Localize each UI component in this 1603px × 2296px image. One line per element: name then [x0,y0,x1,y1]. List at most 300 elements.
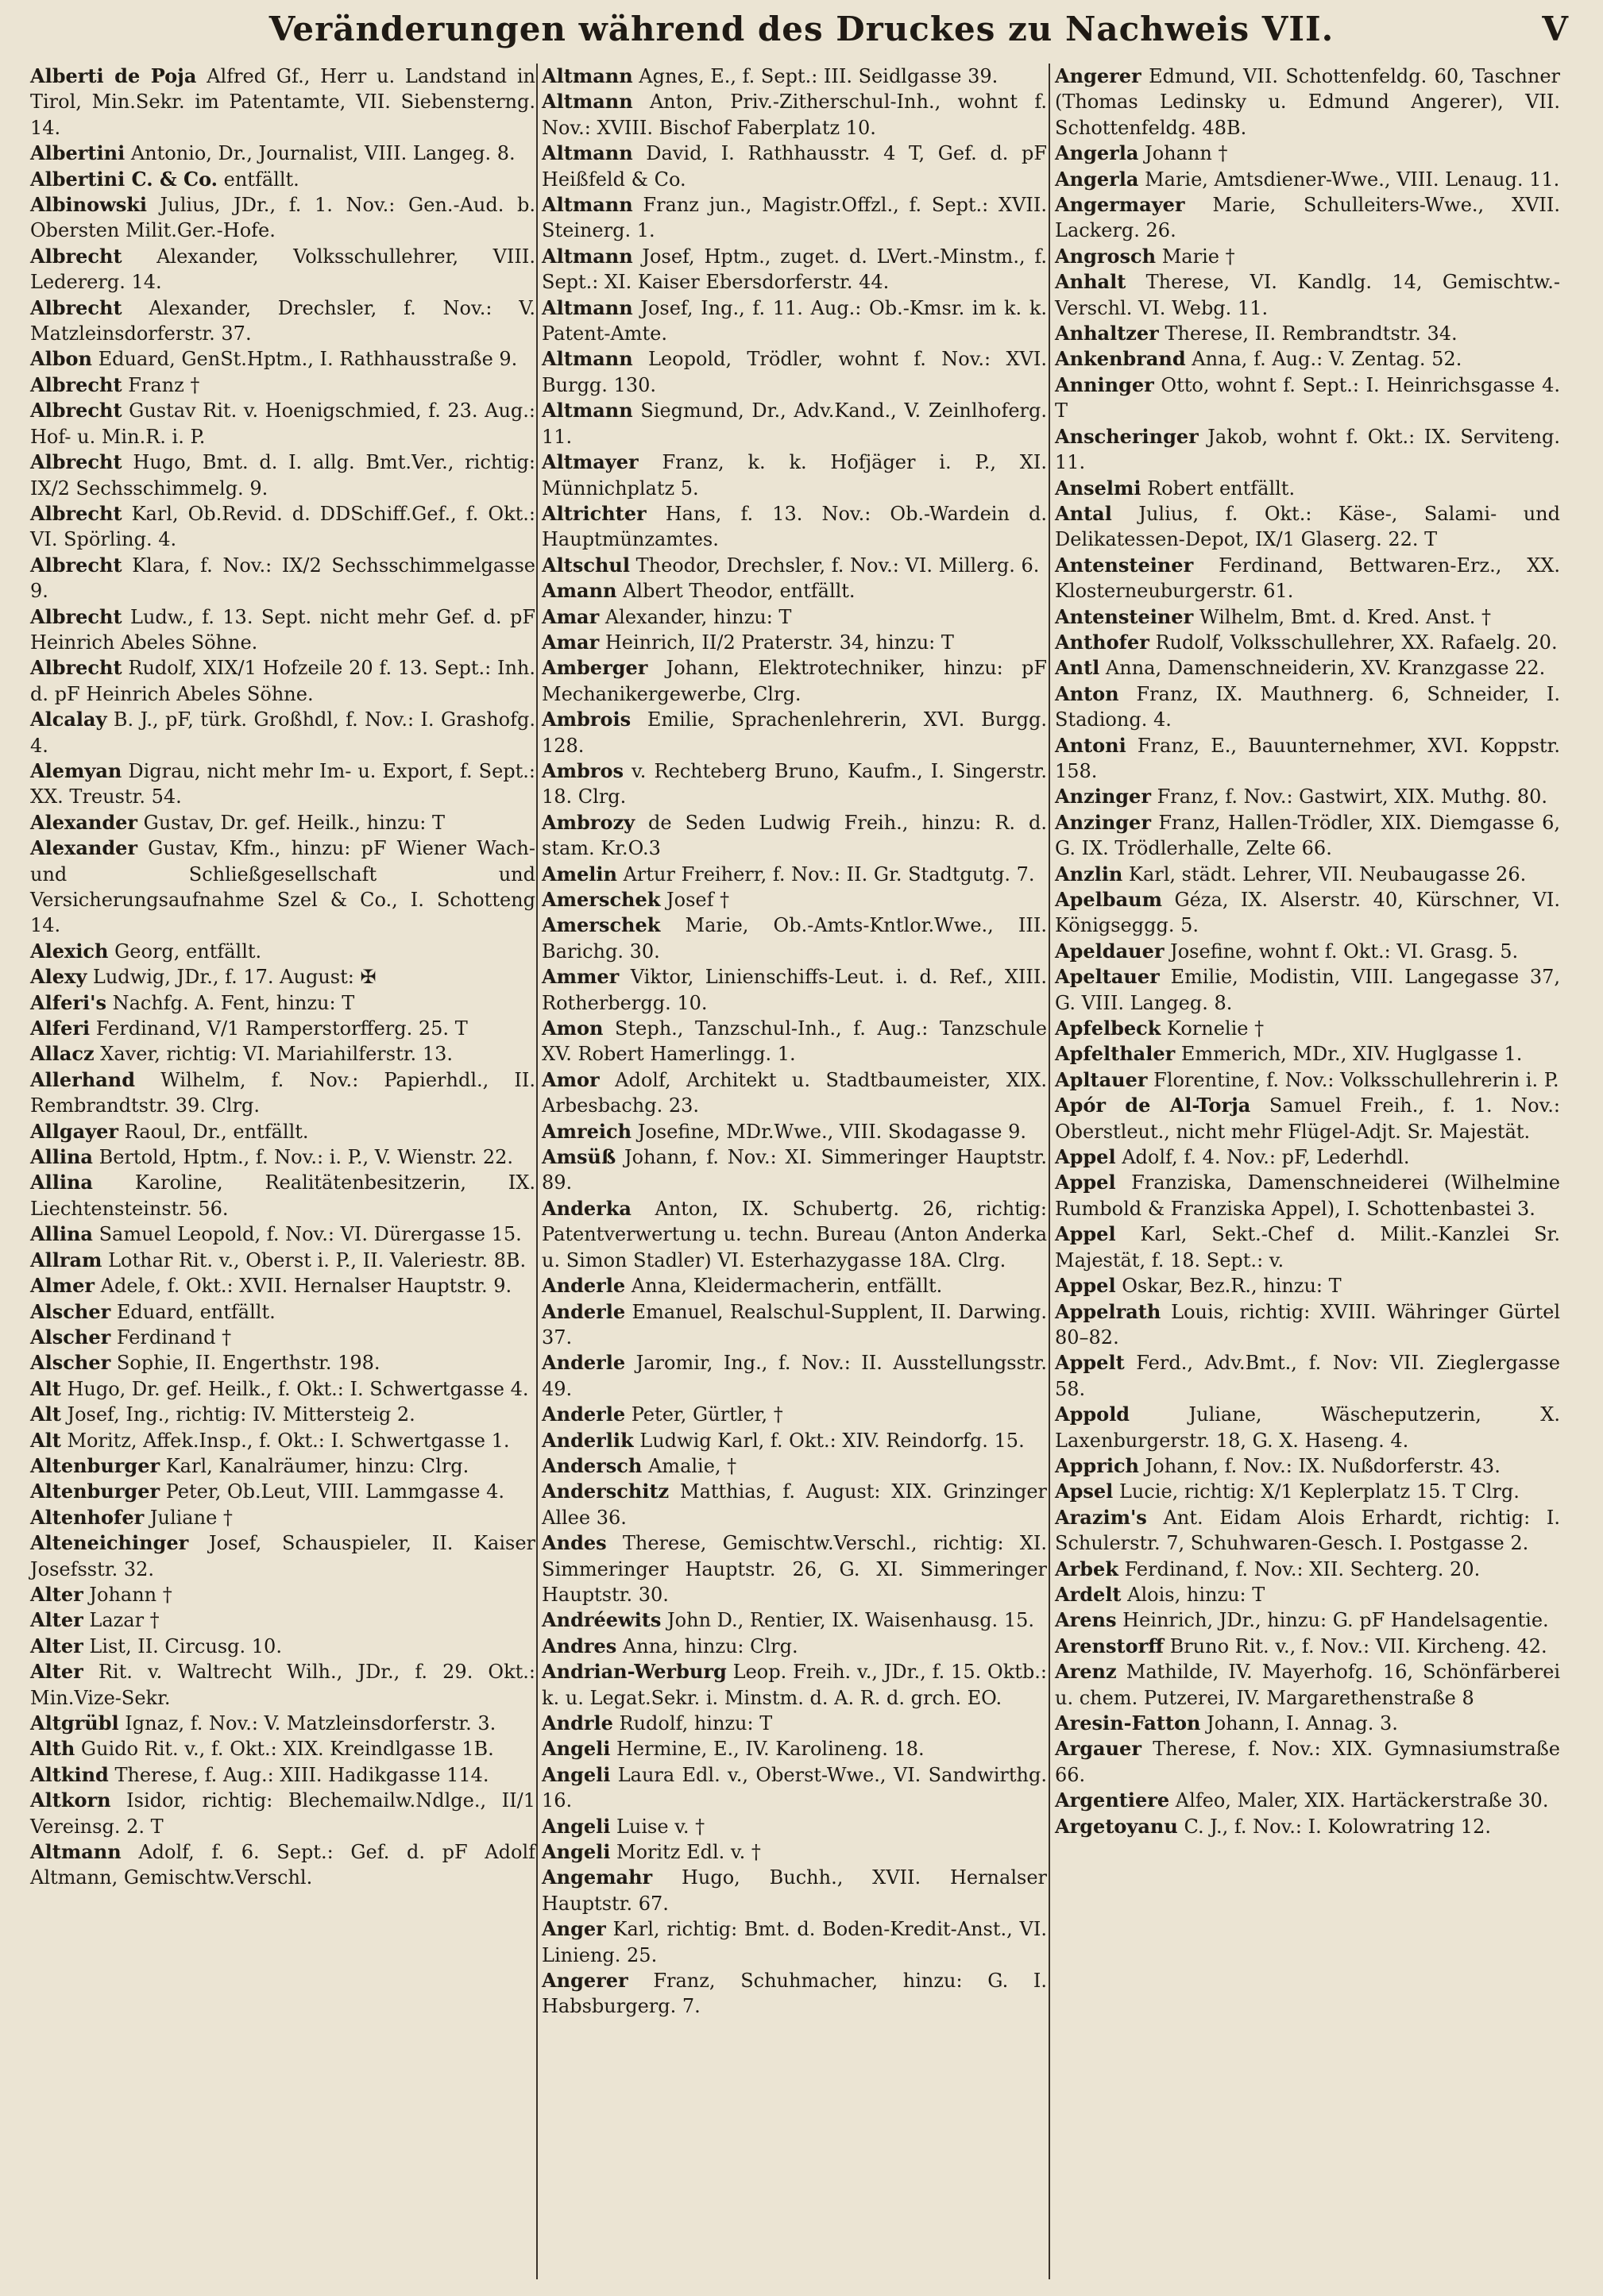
entry-name: Amon [542,1017,604,1040]
entry-text: Hans, f. 13. Nov.: Ob.-Wardein d. Hauptmünzamtes. [542,502,1047,551]
directory-entry [1055,1736,1560,1788]
directory-entry [30,1788,535,1839]
entry-name: Andrian-Werburg [542,1660,727,1684]
entry-text: Géza, IX. Alserstr. 40, Kürschner, VI. Königseggg. 5. [1055,889,1560,937]
entry-text: Hermine, E., IV. Karolineng. 18. [610,1738,925,1761]
entry-text: Ant. Eidam Alois Erhardt, richtig: I. Schulerstr. 7, Schuhwaren-Gesch. I. Postgasse 2. [1055,1506,1560,1555]
directory-entry [30,964,535,990]
entry-name: Altenburger [30,1480,160,1503]
entry-name: Alt [30,1428,61,1452]
entry-name: Altmann [542,193,633,217]
directory-entry [30,1221,535,1247]
entry-text: Franz, E., Bauunternehmer, XVI. Koppstr. 158. [1055,734,1560,782]
entry-text: Josef, Schauspieler, II. Kaiser Josefsstr. 32. [30,1532,535,1580]
entry-text: Ferdinand † [110,1326,232,1349]
directory-entry [542,578,1047,604]
entry-text: Siegmund, Dr., Adv.Kand., V. Zeinlhoferg. 11. [542,399,1047,448]
entry-text: Josef † [660,889,730,911]
column-1 [30,64,535,1891]
entry-text: Anna, Damenschneiderin, XV. Kranzgasse 22. [1099,657,1546,680]
entry-name: Altmann [542,244,633,268]
directory-entry [542,1634,1047,1659]
directory-entry [30,141,535,166]
entry-text: Bruno Rit. v., f. Nov.: VII. Kircheng. 42. [1163,1634,1547,1657]
entry-name: Alt [30,1403,61,1426]
entry-text: Hugo, Buchh., XVII. Hernalser Hauptstr. 67. [542,1866,1047,1915]
entry-text: Digrau, nicht mehr Im- u. Export, f. Sept.: XX. Treustr. 54. [30,759,535,808]
entry-text: Louis, richtig: XVIII. Währinger Gürtel 80–82. [1055,1300,1560,1349]
directory-entry [542,758,1047,810]
entry-text: Therese, VI. Kandlg. 14, Gemischtw.-Verschl. VI. Webg. 11. [1055,271,1560,319]
entry-name: Angeli [542,1840,611,1864]
entry-name: Argetoyanu [1055,1814,1178,1838]
entry-name: Andréewits [542,1608,662,1632]
directory-entry [30,1325,535,1350]
directory-entry [1055,1557,1560,1582]
entry-name: Altrichter [542,501,647,525]
entry-text: Franz † [122,373,200,396]
directory-entry [30,1711,535,1736]
entry-name: Angerla [1055,141,1139,165]
entry-text: Luise v. † [610,1815,705,1838]
entry-text: Ferd., Adv.Bmt., f. Nov: VII. Zieglergasse 58. [1055,1352,1560,1400]
directory-entry [1055,655,1560,681]
entry-text: Amalie, † [642,1454,737,1477]
directory-entry [1055,862,1560,887]
directory-entry [30,1144,535,1170]
directory-entry [30,990,535,1016]
entry-name: Alscher [30,1351,111,1375]
entry-name: Anderle [542,1403,626,1426]
entry-name: Angerla [1055,167,1139,191]
entry-text: Karl, Sekt.-Chef d. Milit.-Kanzlei Sr. Majestät, f. 18. Sept.: v. [1055,1223,1560,1271]
directory-entry [542,1865,1047,1916]
entry-text: Artur Freiherr, f. Nov.: II. Gr. Stadtgutg. 7. [616,862,1035,886]
entry-name: Apltauer [1055,1067,1148,1091]
directory-entry [30,1248,535,1273]
entry-text: Therese, II. Rembrandtstr. 34. [1158,322,1458,345]
entry-text: Gustav, Dr. gef. Heilk., hinzu: T [137,811,446,834]
directory-entry [1055,1505,1560,1557]
entry-text: Ferdinand, V/1 Ramperstorfferg. 25. T [90,1017,468,1040]
directory-entry [1055,1041,1560,1067]
entry-name: Ankenbrand [1055,347,1186,371]
entry-text: Rudolf, hinzu: T [612,1712,773,1735]
entry-name: Angerer [542,1969,628,1993]
entry-name: Apeltauer [1055,965,1160,989]
entry-name: Allerhand [30,1067,135,1091]
entry-text: Adolf, Architekt u. Stadtbaumeister, XIX. Arbesbachg. 23. [542,1068,1047,1117]
entry-name: Altmann [542,295,633,319]
column-3 [1055,64,1560,1839]
entry-text: de Seden Ludwig Freih., hinzu: R. d. stam. Kr.O.3 [542,811,1047,860]
entry-name: Anzinger [1055,785,1151,808]
directory-entry [30,758,535,810]
entry-name: Appold [1055,1403,1130,1426]
entry-name: Alexy [30,965,87,989]
entry-text: Marie, Schulleiters-Wwe., XVII. Lackerg. 26. [1055,194,1560,242]
entry-text: Gustav Rit. v. Hoenigschmied, f. 23. Aug.: Hof- u. Min.R. i. P. [30,399,535,448]
entry-name: Alexander [30,836,138,860]
entry-name: Albrecht [30,399,122,423]
entry-text: B. J., pF, türk. Großhdl, f. Nov.: I. Grashofg. 4. [30,708,535,757]
entry-name: Aresin-Fatton [1055,1711,1201,1735]
column-2 [542,64,1047,2020]
directory-entry [542,1119,1047,1144]
directory-entry [542,630,1047,655]
directory-entry [542,346,1047,398]
directory-entry [1055,1350,1560,1402]
entry-name: Amerschek [542,913,661,937]
directory-entry [1055,1659,1560,1711]
entry-text: David, I. Rathhausstr. 4 T, Gef. d. pF Heißfeld & Co. [542,142,1047,191]
directory-entry [1055,476,1560,501]
directory-entry [542,1968,1047,2020]
entry-name: Altmann [542,141,633,165]
directory-entry [1055,167,1560,192]
directory-entry [1055,1093,1560,1144]
directory-entry [30,1530,535,1582]
entry-name: Allina [30,1222,93,1246]
entry-text: Franz, IX. Mauthnerg. 6, Schneider, I. Stadiong. 4. [1055,682,1560,731]
entry-text: Theodor, Drechsler, f. Nov.: VI. Millerg. 6. [629,554,1040,577]
entry-name: Altmann [542,347,633,371]
entry-name: Alth [30,1737,75,1761]
entry-name: Andes [542,1531,607,1555]
entry-text: Peter, Gürtler, † [625,1403,783,1426]
entry-text: Ludw., f. 13. Sept. nicht mehr Gef. d. pF Heinrich Abeles Söhne. [30,605,535,654]
entry-name: Altmayer [542,450,639,474]
entry-text: Josefine, wohnt f. Okt.: VI. Grasg. 5. [1164,940,1519,963]
entry-text: Therese, Gemischtw.Verschl., richtig: XI. Simmeringer Hauptstr. 26, G. XI. Simmeringer Hauptstr. 30. [542,1532,1047,1606]
entry-name: Anzlin [1055,862,1123,886]
directory-entry [542,1736,1047,1762]
entry-name: Anthofer [1055,630,1149,654]
entry-text: Samuel Freih., f. 1. Nov.: Oberstleut., nicht mehr Flügel-Adjt. Sr. Majestät. [1055,1094,1560,1143]
entry-text: Johann, I. Annag. 3. [1200,1712,1398,1735]
directory-entry [1055,1402,1560,1453]
entry-name: Anzinger [1055,810,1151,834]
entry-name: Alt [30,1376,61,1400]
directory-entry [1055,1814,1560,1839]
directory-entry [30,1016,535,1041]
entry-text: Laura Edl. v., Oberst-Wwe., VI. Sandwirthg. 16. [542,1763,1047,1812]
entry-name: Alter [30,1660,83,1684]
entry-text: Sophie, II. Engerthstr. 198. [110,1352,380,1375]
entry-text: Josef, Ing., richtig: IV. Mittersteig 2. [60,1403,415,1426]
entry-text: Juliane, Wäscheputzerin, X. Laxenburgerstr. 18, G. X. Haseng. 4. [1055,1403,1560,1452]
directory-entry [542,1711,1047,1736]
entry-name: Alexich [30,939,109,963]
entry-name: Argauer [1055,1737,1141,1761]
directory-entry [542,1762,1047,1814]
directory-entry [542,1916,1047,1968]
entry-text: Georg, entfällt. [108,940,262,963]
entry-text: Adele, f. Okt.: XVII. Hernalser Hauptstr. 9. [95,1275,512,1298]
entry-text: Alexander, hinzu: T [599,605,792,628]
entry-name: Alscher [30,1325,111,1349]
page-header [0,6,1603,57]
entry-text: Moritz, Affek.Insp., f. Okt.: I. Schwertgasse 1. [60,1429,510,1452]
entry-name: Anton [1055,681,1119,705]
entry-text: Johann, Elektrotechniker, hinzu: pF Mechanikergewerbe, Clrg. [542,657,1047,705]
entry-name: Alter [30,1582,83,1606]
entry-name: Angrosch [1055,244,1157,268]
entry-text: Matthias, f. August: XIX. Grinzinger Allee 36. [542,1480,1047,1529]
directory-entry [30,810,535,835]
directory-entry [542,553,1047,578]
entry-name: Anselmi [1055,476,1141,500]
entry-name: Angerer [1055,64,1141,87]
directory-entry [30,192,535,244]
entry-name: Altkorn [30,1789,111,1812]
entry-text: Edmund, VII. Schottenfeldg. 60, Taschner (Thomas Ledinsky u. Edmund Angerer), VII. Schottenfeldg. 48B. [1055,65,1560,139]
entry-text: Emilie, Sprachenlehrerin, XVI. Burgg. 128. [542,708,1047,757]
directory-entry [542,1839,1047,1865]
entry-name: Anderka [542,1196,632,1220]
entry-name: Anderlik [542,1428,634,1452]
directory-entry [30,244,535,295]
entry-text: Steph., Tanzschul-Inh., f. Aug.: Tanzschule XV. Robert Hamerlingg. 1. [542,1017,1047,1066]
entry-name: Apsel [1055,1480,1114,1503]
entry-text: Franz, Schuhmacher, hinzu: G. I. Habsburgerg. 7. [542,1970,1047,2018]
entry-name: Andres [542,1634,617,1657]
entry-name: Apelbaum [1055,888,1162,911]
directory-entry [542,1196,1047,1273]
directory-entry [542,1479,1047,1530]
directory-entry [30,1736,535,1762]
directory-entry [542,1067,1047,1119]
entry-name: Anderschitz [542,1480,670,1503]
entry-name: Appelt [1055,1351,1125,1375]
entry-text: Rit. v. Waltrecht Wilh., JDr., f. 29. Okt.: Min.Vize-Sekr. [30,1661,535,1709]
entry-text: Wilhelm, Bmt. d. Kred. Anst. † [1193,605,1491,628]
entry-name: Allina [30,1145,93,1169]
entry-text: Rudolf, Volksschullehrer, XX. Rafaelg. 20. [1149,631,1558,654]
entry-name: Anninger [1055,372,1154,396]
entry-text: Josef, Ing., f. 11. Aug.: Ob.-Kmsr. im k. k. Patent-Amte. [542,296,1047,345]
entry-text: Karl, städt. Lehrer, VII. Neubaugasse 26. [1122,862,1527,886]
entry-text: Heinrich, II/2 Praterstr. 34, hinzu: T [599,631,954,654]
directory-entry [542,1607,1047,1633]
directory-entry [542,1659,1047,1711]
entry-name: Alferi [30,1017,91,1040]
entry-name: Amann [542,579,617,603]
entry-name: Amerschek [542,888,661,911]
entry-text: Heinrich, JDr., hinzu: G. pF Handelsagentie. [1116,1609,1549,1632]
entry-text: Gustav, Kfm., hinzu: pF Wiener Wach- und Schließgesellschaft und Versicherungsaufnahme Szel & Co., I. Schotteng 14. [30,837,535,937]
entry-text: Adolf, f. 4. Nov.: pF, Lederhdl. [1115,1146,1410,1169]
entry-name: Altmann [30,1840,122,1864]
directory-entry [542,1402,1047,1427]
entry-text: Ignaz, f. Nov.: V. Matzleinsdorferstr. 3. [118,1712,496,1735]
entry-text: Mathilde, IV. Mayerhofg. 16, Schönfärberei u. chem. Putzerei, IV. Margarethenstraße 8 [1055,1661,1560,1709]
entry-name: Alteneichinger [30,1531,189,1555]
entry-name: Alexander [30,810,138,834]
entry-name: Albrecht [30,244,122,268]
entry-text: Emmerich, MDr., XIV. Huglgasse 1. [1175,1043,1523,1066]
entry-text: Johann, f. Nov.: IX. Nußdorferstr. 43. [1139,1454,1501,1477]
directory-entry [30,1659,535,1711]
directory-entry [30,295,535,347]
entry-name: Ammer [542,965,620,989]
directory-entry [1055,784,1560,809]
directory-entry [1055,887,1560,939]
directory-entry [1055,1634,1560,1659]
entry-text: Bertold, Hptm., f. Nov.: i. P., V. Wienstr. 22. [92,1146,513,1169]
entry-text: Marie † [1156,245,1235,268]
directory-entry [1055,630,1560,655]
directory-entry [542,1453,1047,1479]
directory-entry [1055,939,1560,964]
directory-entry [30,1505,535,1530]
entry-name: Amsüß [542,1145,616,1169]
entry-text: Karl, richtig: Bmt. d. Boden-Kredit-Anst., VI. Linieng. 25. [542,1918,1047,1966]
directory-entry [542,913,1047,964]
entry-text: Oskar, Bez.R., hinzu: T [1115,1275,1342,1298]
entry-text: Alfred Gf., Herr u. Landstand in Tirol, Min.Sekr. im Patentamte, VII. Siebensterng. 14. [30,65,535,139]
entry-text: Leop. Freih. v., JDr., f. 15. Oktb.: k. u. Legat.Sekr. i. Minstm. d. A. R. d. grch. EO. [542,1661,1047,1709]
directory-entry [30,1067,535,1119]
entry-name: Apfelbeck [1055,1017,1161,1040]
directory-entry [30,1299,535,1325]
entry-text: Karoline, Realitätenbesitzerin, IX. Liechtensteinstr. 56. [30,1171,535,1220]
entry-text: Franz, f. Nov.: Gastwirt, XIX. Muthg. 80. [1150,785,1548,808]
directory-entry [542,604,1047,630]
entry-text: Johann, f. Nov.: XI. Simmeringer Hauptstr. 89. [542,1146,1047,1194]
entry-name: Arbek [1055,1557,1118,1580]
entry-name: Antensteiner [1055,553,1194,577]
entry-name: Argentiere [1055,1789,1170,1812]
entry-name: Arenz [1055,1660,1117,1684]
entry-text: Agnes, E., f. Sept.: III. Seidlgasse 39. [632,65,998,87]
directory-entry [542,887,1047,913]
entry-name: Albertini C. & Co. [30,167,218,191]
entry-name: Antoni [1055,733,1126,757]
entry-name: Anger [542,1917,606,1941]
directory-entry [1055,733,1560,785]
entry-text: Hugo, Bmt. d. I. allg. Bmt.Ver., richtig: IX/2 Sechsschimmelg. 9. [30,451,535,500]
entry-name: Albrecht [30,372,122,396]
entry-name: Alter [30,1608,83,1632]
directory-entry [30,346,535,372]
entry-name: Albon [30,347,92,371]
entry-name: Angermayer [1055,193,1185,217]
directory-entry [1055,1016,1560,1041]
entry-name: Albinowski [30,193,148,217]
entry-text: Karl, Ob.Revid. d. DDSchiff.Gef., f. Okt.: VI. Spörling. 4. [30,502,535,551]
entry-text: Antonio, Dr., Journalist, VIII. Langeg. 8. [125,142,516,165]
entry-name: Amberger [542,656,648,680]
entry-name: Allgayer [30,1119,119,1143]
entry-text: Ludwig, JDr., f. 17. August: ✠ [87,966,377,989]
directory-entry [1055,64,1560,141]
entry-text: Anna, hinzu: Clrg. [616,1634,798,1657]
entry-name: Anhaltzer [1055,322,1159,345]
entry-text: Samuel Leopold, f. Nov.: VI. Dürergasse 15. [92,1223,522,1246]
entry-name: Allacz [30,1042,95,1066]
entry-name: Altkind [30,1762,109,1786]
entry-name: Altmann [542,90,633,114]
directory-entry [30,1402,535,1427]
entry-name: Andersch [542,1453,643,1477]
entry-text: Jakob, wohnt f. Okt.: IX. Serviteng. 11. [1055,425,1560,474]
entry-name: Angemahr [542,1866,653,1889]
entry-text: Florentine, f. Nov.: Volksschullehrerin i. P. [1147,1068,1559,1091]
entry-text: Alexander, Volksschullehrer, VIII. Ledererg. 14. [30,245,535,294]
entry-text: Eduard, GenSt.Hptm., I. Rathhausstraße 9. [91,348,518,371]
directory-entry [1055,501,1560,553]
entry-name: Antensteiner [1055,604,1194,628]
entry-text: John D., Rentier, IX. Waisenhausg. 15. [661,1609,1034,1632]
directory-entry [542,1350,1047,1402]
directory-entry [30,1119,535,1144]
entry-text: Julius, JDr., f. 1. Nov.: Gen.-Aud. b. Obersten Milit.Ger.-Hofe. [30,194,535,242]
directory-entry [542,1016,1047,1067]
entry-name: Appel [1055,1274,1116,1298]
entry-name: Ardelt [1055,1582,1122,1606]
directory-entry [542,398,1047,450]
entry-name: Arazim's [1055,1505,1147,1529]
entry-name: Alferi's [30,990,106,1014]
entry-name: Ambros [542,758,624,782]
entry-name: Angeli [542,1814,611,1838]
entry-text: List, II. Circusg. 10. [83,1634,282,1657]
directory-entry [30,835,535,939]
directory-entry [1055,1453,1560,1479]
directory-entry [30,1170,535,1221]
entry-text: Viktor, Linienschiffs-Leut. i. d. Ref., XIII. Rotherbergg. 10. [542,966,1047,1014]
entry-name: Albertini [30,141,126,165]
directory-entry [30,1582,535,1607]
entry-text: entfällt. [218,168,299,191]
entry-text: Adolf, f. 6. Sept.: Gef. d. pF Adolf Altmann, Gemischtw.Verschl. [30,1841,535,1889]
directory-entry [30,372,535,398]
directory-entry [542,141,1047,192]
directory-entry [542,192,1047,244]
directory-entry [1055,141,1560,166]
entry-text: Peter, Ob.Leut, VIII. Lammgasse 4. [160,1480,504,1503]
directory-entry [1055,269,1560,321]
entry-name: Ambrois [542,708,632,731]
entry-name: Altgrübl [30,1711,119,1735]
entry-text: Isidor, richtig: Blechemailw.Ndlge., II/1 Vereinsg. 2. T [30,1789,535,1838]
entry-name: Apór de Al-Torja [1055,1094,1251,1117]
entry-text: Guido Rit. v., f. Okt.: XIX. Kreindlgasse 1B. [75,1738,494,1761]
directory-entry [1055,1273,1560,1298]
entry-name: Ambrozy [542,810,635,834]
entry-text: Emilie, Modistin, VIII. Langegasse 37, G. VIII. Langeg. 8. [1055,966,1560,1014]
entry-name: Appel [1055,1145,1116,1169]
entry-name: Appel [1055,1222,1116,1246]
entry-name: Arenstorff [1055,1634,1164,1657]
entry-name: Anderle [542,1274,626,1298]
directory-entry [542,1144,1047,1196]
directory-entry [542,964,1047,1016]
entry-name: Alcalay [30,708,107,731]
entry-text: Otto, wohnt f. Sept.: I. Heinrichsgasse 4. T [1055,373,1560,423]
directory-entry [1055,244,1560,269]
entry-text: Ludwig Karl, f. Okt.: XIV. Reindorfg. 15. [633,1429,1025,1452]
entry-text: Ferdinand, Bettwaren-Erz., XX. Klosterneuburgerstr. 61. [1055,554,1560,603]
entry-name: Albrecht [30,501,122,525]
entry-name: Anscheringer [1055,424,1199,448]
entry-name: Albrecht [30,553,122,577]
directory-entry [542,1299,1047,1351]
directory-entry [1055,964,1560,1016]
entry-name: Anderle [542,1299,626,1323]
entry-text: Jaromir, Ing., f. Nov.: II. Ausstellungsstr. 49. [542,1352,1047,1400]
